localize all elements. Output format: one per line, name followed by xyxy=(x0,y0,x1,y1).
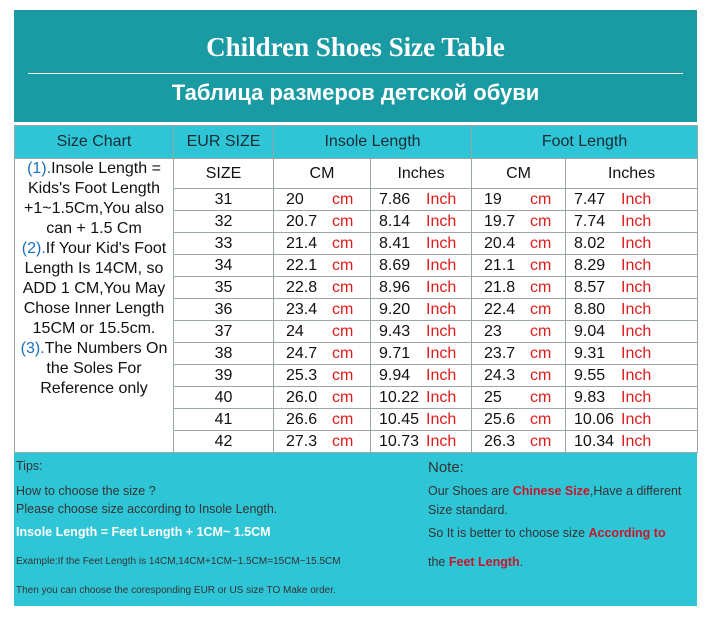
insole-inch-cell xyxy=(371,211,472,233)
insole-inch-cell-unit: Inch xyxy=(426,367,457,384)
insole-cm-cell xyxy=(274,211,371,233)
insole-inch-cell-unit: Inch xyxy=(426,411,457,428)
eur-size-cell: 41 xyxy=(174,409,274,431)
note-line-2: Size standard. xyxy=(428,503,508,517)
foot-cm-cell-unit: cm xyxy=(530,411,552,428)
foot-inch-cell-value: 9.04 xyxy=(574,323,606,340)
foot-cm-cell-unit: cm xyxy=(530,345,552,362)
insole-inch-cell-value: 8.14 xyxy=(379,213,411,230)
note-text: The Numbers On the Soles For Reference only xyxy=(40,340,168,397)
foot-inch-cell-unit: Inch xyxy=(621,213,652,230)
insole-inch-cell-value: 10.22 xyxy=(379,389,420,406)
subheader-foot-inches: Inches xyxy=(566,159,698,189)
insole-inch-cell-unit: Inch xyxy=(426,235,457,252)
foot-cm-cell-unit: cm xyxy=(530,279,552,296)
insole-cm-cell-unit: cm xyxy=(332,345,354,362)
insole-inch-cell-value: 9.20 xyxy=(379,301,411,318)
insole-inch-cell-unit: Inch xyxy=(426,257,457,274)
foot-inch-cell-unit: Inch xyxy=(621,301,652,318)
insole-inch-cell-value: 10.45 xyxy=(379,411,420,428)
title-banner xyxy=(14,10,697,122)
insole-cm-cell-unit: cm xyxy=(332,433,354,450)
page-subtitle: Таблица размеров детской обуви xyxy=(171,80,540,105)
foot-cm-cell-value: 21.1 xyxy=(484,257,516,274)
note-line-1-pre: Our Shoes are xyxy=(428,484,513,498)
insole-inch-cell xyxy=(371,387,472,409)
foot-cm-cell-unit: cm xyxy=(530,367,552,384)
insole-inch-cell-value: 8.41 xyxy=(379,235,411,252)
foot-inch-cell-value: 9.55 xyxy=(574,367,606,384)
insole-cm-cell xyxy=(274,299,371,321)
foot-cm-cell-value: 23.7 xyxy=(484,345,516,362)
foot-inch-cell xyxy=(566,431,698,453)
page-title: Children Shoes Size Table xyxy=(206,32,505,62)
insole-cm-cell xyxy=(274,233,371,255)
foot-cm-cell xyxy=(472,255,566,277)
tips-formula: Insole Length = Feet Length + 1CM~ 1.5CM xyxy=(16,525,271,539)
insole-inch-cell-value: 9.94 xyxy=(379,367,411,384)
insole-inch-cell-unit: Inch xyxy=(426,345,457,362)
insole-inch-cell xyxy=(371,343,472,365)
foot-cm-cell-value: 20.4 xyxy=(484,235,516,252)
insole-inch-cell xyxy=(371,321,472,343)
foot-cm-cell-value: 23 xyxy=(484,323,502,340)
subheader-insole-cm: CM xyxy=(274,159,371,189)
insole-inch-cell xyxy=(371,189,472,211)
table-header-row xyxy=(15,126,698,159)
foot-inch-cell-unit: Inch xyxy=(621,411,652,428)
foot-cm-cell xyxy=(472,321,566,343)
eur-size-cell: 34 xyxy=(174,255,274,277)
foot-inch-cell-unit: Inch xyxy=(621,367,652,384)
insole-cm-cell-unit: cm xyxy=(332,191,354,208)
foot-inch-cell-unit: Inch xyxy=(621,235,652,252)
insole-cm-cell xyxy=(274,431,371,453)
foot-cm-cell-unit: cm xyxy=(530,191,552,208)
note-line-1-post: ,Have a different xyxy=(589,484,682,498)
insole-cm-cell-value: 25.3 xyxy=(286,367,318,384)
foot-inch-cell xyxy=(566,365,698,387)
insole-cm-cell xyxy=(274,255,371,277)
eur-size-cell: 37 xyxy=(174,321,274,343)
foot-inch-cell xyxy=(566,299,698,321)
foot-cm-cell-unit: cm xyxy=(530,389,552,406)
note-number: (1). xyxy=(27,160,52,177)
foot-inch-cell xyxy=(566,233,698,255)
insole-inch-cell-value: 7.86 xyxy=(379,191,411,208)
foot-inch-cell xyxy=(566,343,698,365)
insole-cm-cell-unit: cm xyxy=(332,257,354,274)
insole-cm-cell-value: 24 xyxy=(286,323,304,340)
insole-inch-cell xyxy=(371,409,472,431)
insole-cm-cell-value: 26.0 xyxy=(286,389,318,406)
foot-inch-cell-value: 10.06 xyxy=(574,411,615,428)
foot-cm-cell xyxy=(472,343,566,365)
foot-inch-cell-unit: Inch xyxy=(621,345,652,362)
note-line-3-pre: So It is better to choose size xyxy=(428,526,589,540)
insole-cm-cell-value: 20 xyxy=(286,191,304,208)
size-notes xyxy=(15,159,174,453)
note-number: (2). xyxy=(21,240,46,257)
foot-cm-cell-value: 21.8 xyxy=(484,279,516,296)
foot-inch-cell xyxy=(566,255,698,277)
insole-inch-cell xyxy=(371,431,472,453)
tips-label: Tips: xyxy=(16,459,43,473)
insole-inch-cell-unit: Inch xyxy=(426,301,457,318)
foot-cm-cell xyxy=(472,277,566,299)
insole-cm-cell-unit: cm xyxy=(332,411,354,428)
foot-cm-cell-value: 25.6 xyxy=(484,411,516,428)
note-section xyxy=(426,453,697,606)
insole-inch-cell-unit: Inch xyxy=(426,389,457,406)
insole-cm-cell xyxy=(274,277,371,299)
foot-inch-cell-value: 8.80 xyxy=(574,301,606,318)
tips-example: Example:If the Feet Length is 14CM,14CM+1CM~1.5CM=15CM~15.5CM xyxy=(16,556,341,567)
eur-size-cell: 35 xyxy=(174,277,274,299)
note-line-4-pre: the xyxy=(428,555,449,569)
insole-inch-cell-value: 8.69 xyxy=(379,257,411,274)
foot-cm-cell xyxy=(472,189,566,211)
insole-inch-cell-unit: Inch xyxy=(426,323,457,340)
eur-size-cell: 40 xyxy=(174,387,274,409)
foot-cm-cell-unit: cm xyxy=(530,301,552,318)
insole-cm-cell xyxy=(274,365,371,387)
insole-cm-cell-unit: cm xyxy=(332,235,354,252)
foot-inch-cell xyxy=(566,211,698,233)
foot-inch-cell-unit: Inch xyxy=(621,323,652,340)
insole-inch-cell-value: 9.43 xyxy=(379,323,411,340)
header-insole-length: Insole Length xyxy=(274,126,472,159)
foot-cm-cell-unit: cm xyxy=(530,433,552,450)
foot-inch-cell-value: 8.02 xyxy=(574,235,606,252)
insole-cm-cell xyxy=(274,321,371,343)
eur-size-cell: 36 xyxy=(174,299,274,321)
eur-size-cell: 31 xyxy=(174,189,274,211)
insole-cm-cell-value: 21.4 xyxy=(286,235,318,252)
foot-inch-cell-value: 10.34 xyxy=(574,433,615,450)
note-text: Insole Length = Kids's Foot Length +1~1.5Cm,You also can + 1.5 Cm xyxy=(24,160,164,237)
foot-inch-cell-unit: Inch xyxy=(621,279,652,296)
foot-cm-cell xyxy=(472,387,566,409)
insole-cm-cell-unit: cm xyxy=(332,279,354,296)
eur-size-cell: 42 xyxy=(174,431,274,453)
foot-inch-cell-unit: Inch xyxy=(621,257,652,274)
tips-final: Then you can choose the coresponding EUR or US size TO Make order. xyxy=(16,585,336,596)
foot-inch-cell xyxy=(566,277,698,299)
eur-size-cell: 38 xyxy=(174,343,274,365)
insole-cm-cell-value: 27.3 xyxy=(286,433,318,450)
title-divider xyxy=(28,73,683,74)
insole-cm-cell xyxy=(274,343,371,365)
insole-cm-cell-value: 23.4 xyxy=(286,301,318,318)
foot-cm-cell-unit: cm xyxy=(530,235,552,252)
insole-inch-cell-unit: Inch xyxy=(426,191,457,208)
header-foot-length: Foot Length xyxy=(472,126,698,159)
foot-cm-cell-value: 19 xyxy=(484,191,502,208)
insole-inch-cell-value: 8.96 xyxy=(379,279,411,296)
header-eur-size: EUR SIZE xyxy=(174,126,274,159)
note-label: Note: xyxy=(428,459,464,476)
insole-inch-cell xyxy=(371,365,472,387)
note-text: If Your Kid's Foot Length Is 14CM, so ADD 1 CM,You May Chose Inner Length 15CM or 15.5cm. xyxy=(22,240,167,337)
note-line-3 xyxy=(428,526,666,540)
foot-cm-cell xyxy=(472,233,566,255)
size-table xyxy=(14,125,698,453)
foot-cm-cell xyxy=(472,409,566,431)
tips-question: How to choose the size ? xyxy=(16,484,156,498)
insole-cm-cell-unit: cm xyxy=(332,301,354,318)
insole-cm-cell-unit: cm xyxy=(332,367,354,384)
foot-inch-cell-value: 7.74 xyxy=(574,213,606,230)
eur-size-cell: 33 xyxy=(174,233,274,255)
insole-inch-cell-unit: Inch xyxy=(426,433,457,450)
foot-cm-cell xyxy=(472,211,566,233)
foot-cm-cell-value: 24.3 xyxy=(484,367,516,384)
note-chinese-size: Chinese Size xyxy=(512,484,590,498)
insole-cm-cell xyxy=(274,387,371,409)
insole-inch-cell-unit: Inch xyxy=(426,213,457,230)
foot-inch-cell-unit: Inch xyxy=(621,433,652,450)
foot-cm-cell-value: 26.3 xyxy=(484,433,516,450)
header-size-chart: Size Chart xyxy=(15,126,174,159)
foot-cm-cell xyxy=(472,299,566,321)
foot-inch-cell-unit: Inch xyxy=(621,389,652,406)
insole-cm-cell-unit: cm xyxy=(332,323,354,340)
insole-cm-cell-value: 20.7 xyxy=(286,213,318,230)
insole-cm-cell-value: 22.8 xyxy=(286,279,318,296)
insole-inch-cell-value: 10.73 xyxy=(379,433,420,450)
foot-cm-cell-unit: cm xyxy=(530,257,552,274)
insole-cm-cell-value: 24.7 xyxy=(286,345,318,362)
insole-inch-cell-unit: Inch xyxy=(426,279,457,296)
subheader-size: SIZE xyxy=(174,159,274,189)
insole-inch-cell xyxy=(371,233,472,255)
note-number: (3). xyxy=(20,340,45,357)
insole-cm-cell-unit: cm xyxy=(332,389,354,406)
foot-inch-cell xyxy=(566,387,698,409)
note-line-4 xyxy=(428,555,523,569)
note-line-1 xyxy=(428,484,681,498)
foot-cm-cell xyxy=(472,365,566,387)
foot-inch-cell xyxy=(566,409,698,431)
insole-cm-cell xyxy=(274,409,371,431)
note-according-to: According to xyxy=(588,526,666,540)
tips-section xyxy=(14,453,424,606)
foot-cm-cell-value: 19.7 xyxy=(484,213,516,230)
foot-inch-cell-unit: Inch xyxy=(621,191,652,208)
insole-cm-cell xyxy=(274,189,371,211)
foot-cm-cell-unit: cm xyxy=(530,213,552,230)
tips-instruction: Please choose size according to Insole Length. xyxy=(16,502,278,516)
insole-inch-cell-value: 9.71 xyxy=(379,345,411,362)
foot-cm-cell-value: 22.4 xyxy=(484,301,516,318)
subheader-foot-cm: CM xyxy=(472,159,566,189)
foot-inch-cell-value: 8.29 xyxy=(574,257,606,274)
foot-inch-cell xyxy=(566,189,698,211)
foot-inch-cell-value: 9.31 xyxy=(574,345,606,362)
tips-panel xyxy=(14,453,697,606)
note-line-4-post: . xyxy=(519,555,524,569)
foot-inch-cell xyxy=(566,321,698,343)
note-feet-length: Feet Length xyxy=(448,555,520,569)
foot-inch-cell-value: 8.57 xyxy=(574,279,606,296)
foot-inch-cell-value: 7.47 xyxy=(574,191,606,208)
foot-inch-cell-value: 9.83 xyxy=(574,389,606,406)
foot-cm-cell xyxy=(472,431,566,453)
insole-inch-cell xyxy=(371,277,472,299)
insole-inch-cell xyxy=(371,299,472,321)
foot-cm-cell-value: 25 xyxy=(484,389,502,406)
eur-size-cell: 32 xyxy=(174,211,274,233)
table-subheader-row xyxy=(15,159,698,189)
insole-inch-cell xyxy=(371,255,472,277)
eur-size-cell: 39 xyxy=(174,365,274,387)
insole-cm-cell-value: 22.1 xyxy=(286,257,318,274)
foot-cm-cell-unit: cm xyxy=(530,323,552,340)
subheader-insole-inches: Inches xyxy=(371,159,472,189)
insole-cm-cell-unit: cm xyxy=(332,213,354,230)
insole-cm-cell-value: 26.6 xyxy=(286,411,318,428)
